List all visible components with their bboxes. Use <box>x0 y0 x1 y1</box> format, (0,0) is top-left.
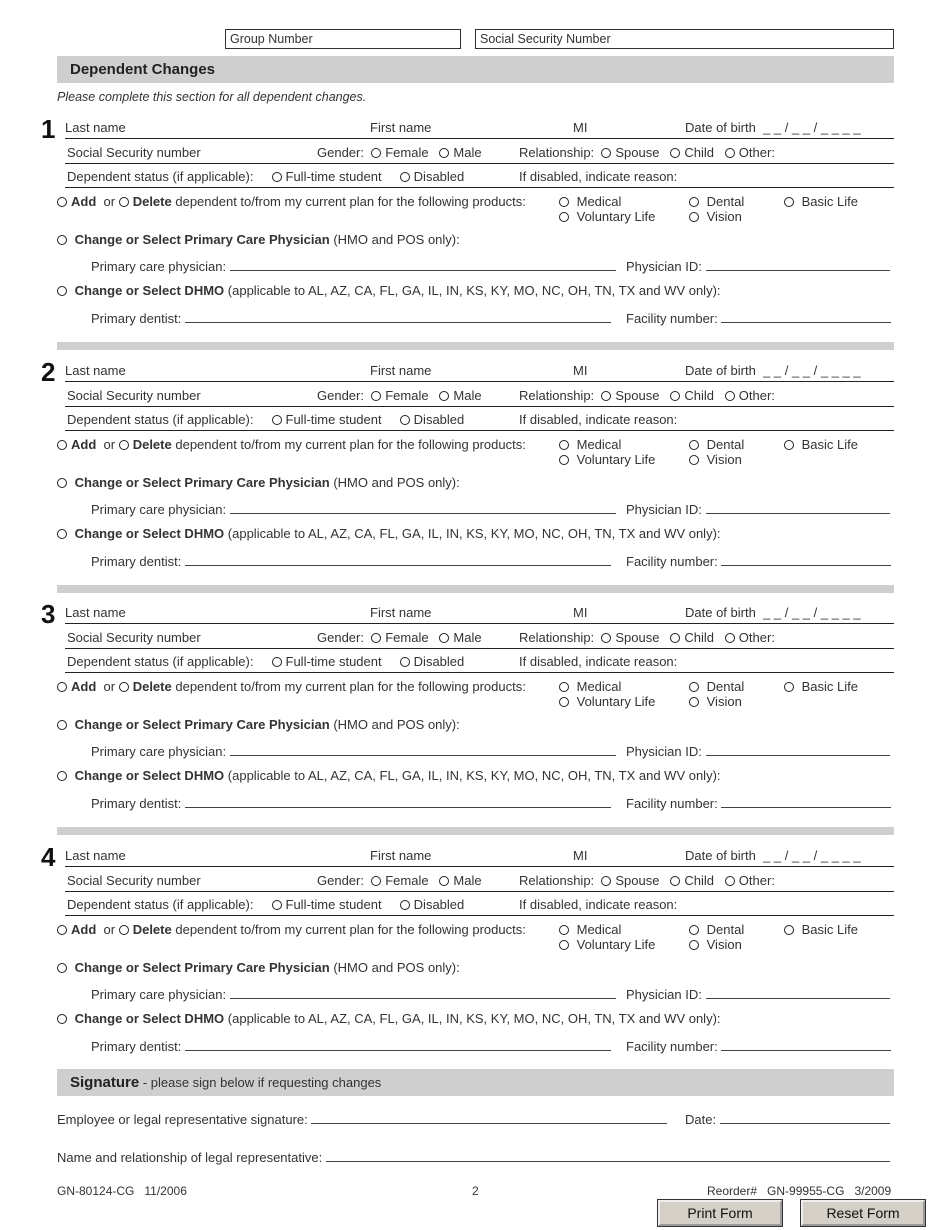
row-rule <box>65 406 894 407</box>
vision-radio[interactable] <box>689 212 699 222</box>
other-radio[interactable] <box>725 391 735 401</box>
dependent-section-3 <box>0 599 950 835</box>
full-time-student-radio[interactable] <box>272 172 282 182</box>
section-divider <box>57 827 894 835</box>
mi-label: MI <box>573 605 588 620</box>
female-radio[interactable] <box>371 391 381 401</box>
ssn-row-label: Social Security number <box>67 388 201 403</box>
physician-id-row: Physician ID: <box>626 743 890 759</box>
facility-number-row: Facility number: <box>626 795 891 811</box>
section-divider <box>57 342 894 350</box>
spouse-radio[interactable] <box>601 148 611 158</box>
voluntary-life-radio[interactable] <box>559 697 569 707</box>
female-radio[interactable] <box>371 148 381 158</box>
basic-life-radio[interactable] <box>784 440 794 450</box>
employee-signature-input[interactable] <box>311 1111 667 1124</box>
date-row <box>685 1111 890 1127</box>
relationship-group: Relationship: Spouse Child Other: <box>519 873 775 888</box>
dental-radio[interactable] <box>689 440 699 450</box>
pcp-option: Change or Select Primary Care Physician (HMO and POS only): <box>57 232 460 247</box>
last-name-label: Last name <box>65 605 126 620</box>
row-rule <box>65 138 894 139</box>
spouse-radio[interactable] <box>601 391 611 401</box>
dhmo-option: Change or Select DHMO (applicable to AL, AZ, CA, FL, GA, IL, IN, KS, KY, MO, NC, OH, TN, TX and WV only): <box>57 1011 721 1026</box>
female-radio[interactable] <box>371 633 381 643</box>
child-radio[interactable] <box>670 633 680 643</box>
disabled-radio[interactable] <box>400 172 410 182</box>
primary-care-physician-input[interactable] <box>230 501 616 514</box>
male-radio[interactable] <box>439 148 449 158</box>
primary-dentist-row: Primary dentist: <box>91 1038 611 1054</box>
pcp-option: Change or Select Primary Care Physician (HMO and POS only): <box>57 960 460 975</box>
primary-care-physician-input[interactable] <box>230 258 616 271</box>
add-delete-group: Add or Delete dependent to/from my current plan for the following products: <box>57 194 526 209</box>
other-radio[interactable] <box>725 876 735 886</box>
row-rule <box>65 648 894 649</box>
disabled-reason-label: If disabled, indicate reason: <box>519 654 678 669</box>
dependent-changes-instructions: Please complete this section for all dependent changes. <box>57 90 367 104</box>
basic-life-radio[interactable] <box>784 682 794 692</box>
disabled-reason-label: If disabled, indicate reason: <box>519 897 678 912</box>
basic-life-radio[interactable] <box>784 925 794 935</box>
gender-group: Gender: Female Male <box>317 145 482 160</box>
row-rule <box>65 163 894 164</box>
primary-dentist-input[interactable] <box>185 310 611 323</box>
facility-number-input[interactable] <box>721 310 891 323</box>
primary-dentist-row: Primary dentist: <box>91 310 611 326</box>
facility-number-input[interactable] <box>721 1038 891 1051</box>
primary-dentist-input[interactable] <box>185 1038 611 1051</box>
dental-radio[interactable] <box>689 925 699 935</box>
ssn-field[interactable] <box>475 29 894 49</box>
employee-signature-label: Employee or legal representative signature: <box>57 1112 308 1127</box>
primary-care-physician-row: Primary care physician: <box>91 986 616 1002</box>
dependent-number: 3 <box>41 599 56 629</box>
voluntary-life-option: Voluntary Life <box>559 452 655 467</box>
facility-number-row: Facility number: <box>626 310 891 326</box>
dhmo-radio[interactable] <box>57 771 67 781</box>
dental-radio[interactable] <box>689 682 699 692</box>
basic-life-option: Basic Life <box>784 437 858 452</box>
row-rule <box>65 623 894 624</box>
spouse-radio[interactable] <box>601 876 611 886</box>
group-number-field[interactable] <box>225 29 461 49</box>
gender-group: Gender: Female Male <box>317 873 482 888</box>
relationship-group: Relationship: Spouse Child Other: <box>519 630 775 645</box>
dependent-number: 4 <box>41 842 56 872</box>
medical-radio[interactable] <box>559 682 569 692</box>
dependent-status-group: Dependent status (if applicable): Full-time student Disabled <box>67 654 465 669</box>
date-label: Date: <box>685 1112 717 1127</box>
vision-radio[interactable] <box>689 455 699 465</box>
physician-id-input[interactable] <box>706 258 890 271</box>
dependent-number: 2 <box>41 357 56 387</box>
male-radio[interactable] <box>439 633 449 643</box>
physician-id-input[interactable] <box>706 986 890 999</box>
row-rule <box>65 891 894 892</box>
mi-label: MI <box>573 120 588 135</box>
last-name-label: Last name <box>65 120 126 135</box>
date-of-birth-label: Date of birth _ _ / _ _ / _ _ _ _ <box>685 605 861 620</box>
primary-care-physician-row: Primary care physician: <box>91 258 616 274</box>
reset-form-button[interactable]: Reset Form <box>801 1200 925 1226</box>
voluntary-life-option: Voluntary Life <box>559 694 655 709</box>
disabled-radio[interactable] <box>400 657 410 667</box>
pcp-radio[interactable] <box>57 478 67 488</box>
page-number: 2 <box>472 1184 479 1198</box>
male-radio[interactable] <box>439 876 449 886</box>
reorder-info: Reorder# GN-99955-CG 3/2009 <box>707 1184 892 1198</box>
full-time-student-radio[interactable] <box>272 900 282 910</box>
delete-radio[interactable] <box>119 440 129 450</box>
physician-id-row: Physician ID: <box>626 501 890 517</box>
employee-signature-row <box>57 1111 667 1127</box>
legal-rep-label: Name and relationship of legal representative: <box>57 1150 323 1165</box>
delete-radio[interactable] <box>119 925 129 935</box>
dependent-changes-title: Dependent Changes <box>70 61 216 78</box>
vision-radio[interactable] <box>689 697 699 707</box>
dependent-number: 1 <box>41 114 56 144</box>
pcp-option: Change or Select Primary Care Physician (HMO and POS only): <box>57 475 460 490</box>
first-name-label: First name <box>370 848 432 863</box>
group-number-label: Group Number <box>230 32 313 46</box>
dental-option: Dental <box>689 679 744 694</box>
dental-option: Dental <box>689 194 744 209</box>
mi-label: MI <box>573 363 588 378</box>
ssn-label: Social Security Number <box>480 32 611 46</box>
dependent-status-group: Dependent status (if applicable): Full-time student Disabled <box>67 169 465 184</box>
vision-option: Vision <box>689 694 742 709</box>
row-rule <box>65 672 894 673</box>
delete-radio[interactable] <box>119 197 129 207</box>
add-delete-group: Add or Delete dependent to/from my current plan for the following products: <box>57 437 526 452</box>
disabled-reason-label: If disabled, indicate reason: <box>519 412 678 427</box>
vision-option: Vision <box>689 209 742 224</box>
date-of-birth-label: Date of birth _ _ / _ _ / _ _ _ _ <box>685 363 861 378</box>
child-radio[interactable] <box>670 148 680 158</box>
dhmo-radio[interactable] <box>57 1014 67 1024</box>
other-radio[interactable] <box>725 633 735 643</box>
voluntary-life-radio[interactable] <box>559 940 569 950</box>
pcp-radio[interactable] <box>57 235 67 245</box>
dependent-section-2 <box>0 357 950 593</box>
medical-option: Medical <box>559 437 621 452</box>
spouse-radio[interactable] <box>601 633 611 643</box>
dental-option: Dental <box>689 922 744 937</box>
dependent-status-group: Dependent status (if applicable): Full-time student Disabled <box>67 412 465 427</box>
print-form-button[interactable]: Print Form <box>658 1200 782 1226</box>
delete-radio[interactable] <box>119 682 129 692</box>
facility-number-input[interactable] <box>721 553 891 566</box>
primary-dentist-input[interactable] <box>185 553 611 566</box>
add-radio[interactable] <box>57 682 67 692</box>
mi-label: MI <box>573 848 588 863</box>
medical-option: Medical <box>559 679 621 694</box>
dental-option: Dental <box>689 437 744 452</box>
primary-care-physician-input[interactable] <box>230 743 616 756</box>
gender-group: Gender: Female Male <box>317 388 482 403</box>
date-of-birth-label: Date of birth _ _ / _ _ / _ _ _ _ <box>685 848 861 863</box>
primary-dentist-input[interactable] <box>185 795 611 808</box>
medical-radio[interactable] <box>559 925 569 935</box>
physician-id-input[interactable] <box>706 501 890 514</box>
primary-care-physician-row: Primary care physician: <box>91 743 616 759</box>
add-delete-group: Add or Delete dependent to/from my current plan for the following products: <box>57 922 526 937</box>
facility-number-input[interactable] <box>721 795 891 808</box>
vision-radio[interactable] <box>689 940 699 950</box>
physician-id-row: Physician ID: <box>626 986 890 1002</box>
row-rule <box>65 430 894 431</box>
female-radio[interactable] <box>371 876 381 886</box>
section-divider <box>57 585 894 593</box>
signature-header <box>70 1074 381 1091</box>
last-name-label: Last name <box>65 363 126 378</box>
physician-id-input[interactable] <box>706 743 890 756</box>
pcp-option: Change or Select Primary Care Physician (HMO and POS only): <box>57 717 460 732</box>
primary-care-physician-row: Primary care physician: <box>91 501 616 517</box>
signature-title: Signature <box>70 1074 140 1091</box>
first-name-label: First name <box>370 120 432 135</box>
date-of-birth-label: Date of birth _ _ / _ _ / _ _ _ _ <box>685 120 861 135</box>
medical-radio[interactable] <box>559 197 569 207</box>
add-radio[interactable] <box>57 925 67 935</box>
form-code: GN-80124-CG 11/2006 <box>57 1184 187 1198</box>
full-time-student-radio[interactable] <box>272 415 282 425</box>
dhmo-option: Change or Select DHMO (applicable to AL, AZ, CA, FL, GA, IL, IN, KS, KY, MO, NC, OH, TN, TX and WV only): <box>57 283 721 298</box>
medical-radio[interactable] <box>559 440 569 450</box>
primary-care-physician-input[interactable] <box>230 986 616 999</box>
add-radio[interactable] <box>57 440 67 450</box>
voluntary-life-option: Voluntary Life <box>559 937 655 952</box>
relationship-group: Relationship: Spouse Child Other: <box>519 145 775 160</box>
vision-option: Vision <box>689 937 742 952</box>
row-rule <box>65 866 894 867</box>
voluntary-life-radio[interactable] <box>559 212 569 222</box>
first-name-label: First name <box>370 605 432 620</box>
gender-group: Gender: Female Male <box>317 630 482 645</box>
first-name-label: First name <box>370 363 432 378</box>
basic-life-option: Basic Life <box>784 922 858 937</box>
other-radio[interactable] <box>725 148 735 158</box>
physician-id-row: Physician ID: <box>626 258 890 274</box>
basic-life-option: Basic Life <box>784 679 858 694</box>
legal-rep-row <box>57 1149 890 1165</box>
date-input[interactable] <box>720 1111 890 1124</box>
medical-option: Medical <box>559 194 621 209</box>
child-radio[interactable] <box>670 876 680 886</box>
child-radio[interactable] <box>670 391 680 401</box>
disabled-reason-label: If disabled, indicate reason: <box>519 169 678 184</box>
basic-life-option: Basic Life <box>784 194 858 209</box>
row-rule <box>65 381 894 382</box>
voluntary-life-option: Voluntary Life <box>559 209 655 224</box>
primary-dentist-row: Primary dentist: <box>91 553 611 569</box>
facility-number-row: Facility number: <box>626 1038 891 1054</box>
full-time-student-radio[interactable] <box>272 657 282 667</box>
row-rule <box>65 187 894 188</box>
dependent-section-1 <box>0 114 950 350</box>
male-radio[interactable] <box>439 391 449 401</box>
dhmo-option: Change or Select DHMO (applicable to AL, AZ, CA, FL, GA, IL, IN, KS, KY, MO, NC, OH, TN, TX and WV only): <box>57 526 721 541</box>
legal-rep-input[interactable] <box>326 1149 890 1162</box>
primary-dentist-row: Primary dentist: <box>91 795 611 811</box>
add-radio[interactable] <box>57 197 67 207</box>
dhmo-option: Change or Select DHMO (applicable to AL, AZ, CA, FL, GA, IL, IN, KS, KY, MO, NC, OH, TN, TX and WV only): <box>57 768 721 783</box>
dental-radio[interactable] <box>689 197 699 207</box>
signature-subtitle: - please sign below if requesting changes <box>142 1075 382 1090</box>
add-delete-group: Add or Delete dependent to/from my current plan for the following products: <box>57 679 526 694</box>
ssn-row-label: Social Security number <box>67 145 201 160</box>
facility-number-row: Facility number: <box>626 553 891 569</box>
vision-option: Vision <box>689 452 742 467</box>
dependent-section-4 <box>0 842 950 1078</box>
row-rule <box>65 915 894 916</box>
dhmo-radio[interactable] <box>57 529 67 539</box>
basic-life-radio[interactable] <box>784 197 794 207</box>
last-name-label: Last name <box>65 848 126 863</box>
disabled-radio[interactable] <box>400 900 410 910</box>
relationship-group: Relationship: Spouse Child Other: <box>519 388 775 403</box>
dhmo-radio[interactable] <box>57 286 67 296</box>
pcp-radio[interactable] <box>57 720 67 730</box>
disabled-radio[interactable] <box>400 415 410 425</box>
pcp-radio[interactable] <box>57 963 67 973</box>
dependent-status-group: Dependent status (if applicable): Full-time student Disabled <box>67 897 465 912</box>
ssn-row-label: Social Security number <box>67 873 201 888</box>
medical-option: Medical <box>559 922 621 937</box>
ssn-row-label: Social Security number <box>67 630 201 645</box>
voluntary-life-radio[interactable] <box>559 455 569 465</box>
